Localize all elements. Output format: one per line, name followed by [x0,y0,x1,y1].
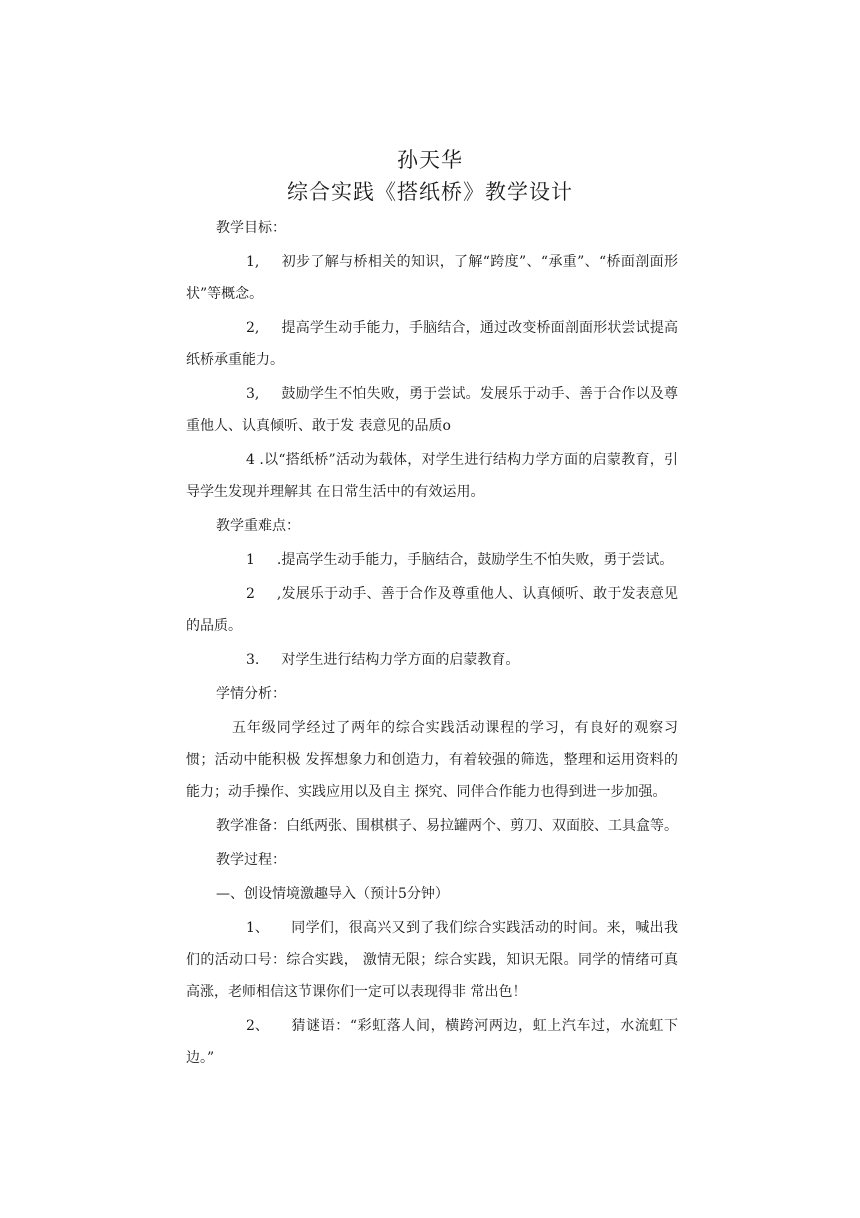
process-item-1 [186,912,678,1008]
objective-number: 3, [246,386,260,402]
author-name: 孙天华 [397,148,463,172]
objective-item-4 [186,444,678,508]
key-point-text: .提高学生动手能力，手脑结合，鼓励学生不怕失败，勇于尝试。 [276,552,674,568]
objective-text: 以“搭纸桥”活动为载体，对学生进行结构力学方面的启蒙教育，引导学生发现并理解其 在日常生活中的有效运用。 [186,452,678,500]
title-block [0,144,860,208]
process-item-2 [186,1010,678,1074]
objective-number: 2, [246,320,260,336]
key-point-number: 1 [246,552,255,568]
preparation-paragraph: 教学准备：白纸两张、围棋棋子、易拉罐两个、剪刀、双面胶、工具盒等。 [216,818,678,834]
process-item-text: 猜谜语：“彩虹落人间，横跨河两边，虹上汽车过，水流虹下边。” [186,1018,678,1066]
key-point-number: 2 [246,586,255,602]
process-step-heading: —、创设情境激趣导入（预计5分钟） [216,886,449,902]
document-body [186,212,678,1076]
objective-text: 鼓励学生不怕失败，勇于尝试。发展乐于动手、善于合作以及尊重他人、认真倾听、敢于发 表意见的品质o [186,386,678,434]
process-item-number: 2、 [246,1018,269,1034]
objective-number: 4 . [246,452,264,468]
key-point-item-1 [186,544,678,576]
objective-item-1 [186,246,678,310]
document-title: 综合实践《搭纸桥》教学设计 [287,180,573,204]
objectives-heading: 教学目标： [216,220,286,236]
analysis-paragraph: 五年级同学经过了两年的综合实践活动课程的学习，有良好的观察习惯；活动中能积极 发挥想象力和创造力，有着较强的筛选，整理和运用资料的能力；动手操作、实践应用以及自主 探究、同伴合作能力也得到进一步加强。 [186,720,678,800]
key-point-number: 3. [246,652,260,668]
objective-item-2 [186,312,678,376]
process-item-text: 同学们，很高兴又到了我们综合实践活动的时间。来，喊出我们的活动口号：综合实践， 激情无限；综合实践，知识无限。同学的情绪可真高涨，老师相信这节课你们一定可以表现得非 常出色！ [186,920,678,1000]
key-point-text: ,发展乐于动手、善于合作及尊重他人、认真倾听、敢于发表意见的品质。 [186,586,678,634]
key-point-item-2 [186,578,678,642]
process-heading: 教学过程： [216,852,286,868]
key-point-text: 对学生进行结构力学方面的启蒙教育。 [281,652,520,668]
objective-text: 初步了解与桥相关的知识，了解“跨度”、“承重”、“桥面剖面形状”等概念。 [186,254,678,302]
objective-item-3 [186,378,678,442]
objective-number: 1, [246,254,260,270]
objective-text: 提高学生动手能力，手脑结合，通过改变桥面剖面形状尝试提高纸桥承重能力。 [186,320,678,368]
analysis-heading: 学情分析： [216,686,286,702]
key-point-item-3 [186,644,678,676]
key-points-heading: 教学重难点： [216,518,300,534]
process-item-number: 1、 [246,920,269,936]
